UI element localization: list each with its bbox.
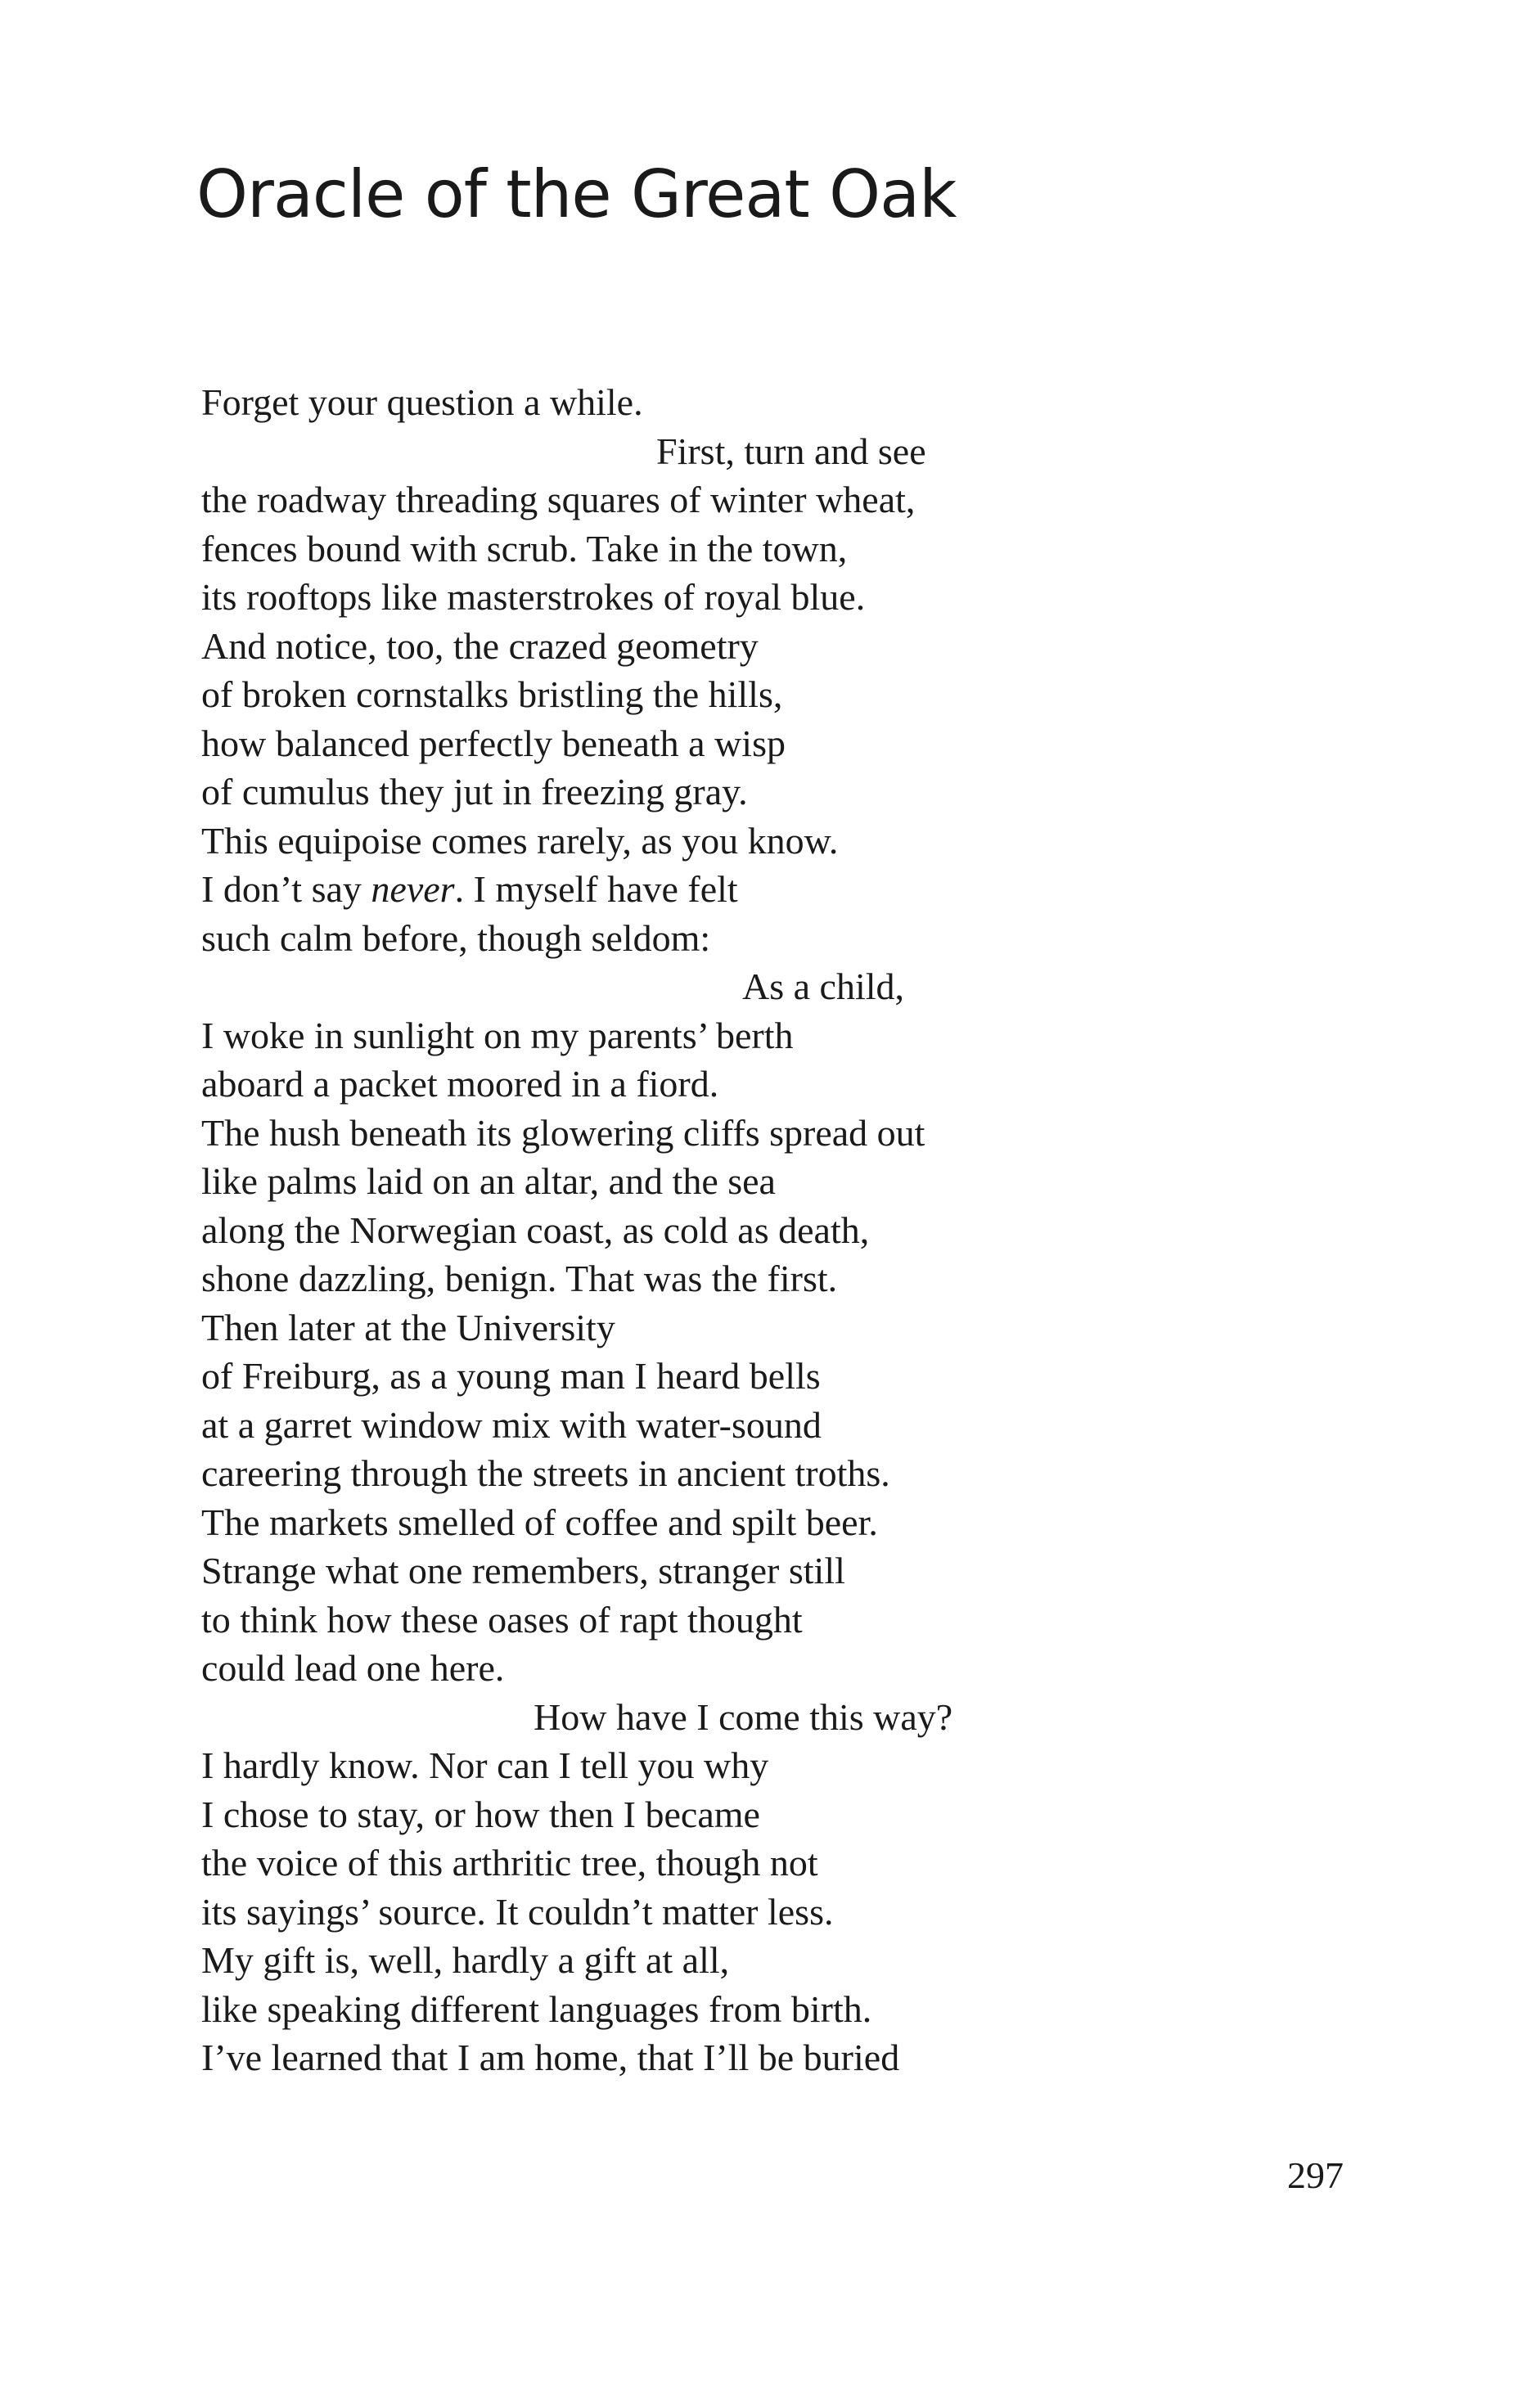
poem-line-text: the voice of this arthritic tree, though not: [201, 1842, 818, 1884]
poem-line: [201, 1449, 1020, 1498]
poem-line-text: the roadway threading squares of winter wheat,: [201, 479, 916, 520]
poem-line-text: Strange what one remembers, stranger still: [201, 1550, 845, 1591]
poem-line-text: such calm before, though seldom:: [201, 916, 711, 959]
poem-line: [201, 475, 1020, 524]
poem-line: [201, 1693, 1020, 1742]
poem-line-emphasis: never: [371, 868, 455, 910]
poem-line-text: I don’t say: [201, 868, 371, 910]
poem-title: Oracle of the Great Oak: [196, 156, 957, 232]
poem-line-text: of Freiburg, as a young man I heard bells: [201, 1355, 821, 1397]
poem-line: [201, 1498, 1020, 1547]
poem-line: [201, 1741, 1020, 1790]
poem-line: [201, 622, 1020, 671]
poem-line: [201, 914, 1020, 963]
poem-line-text: careering through the streets in ancient troths.: [201, 1452, 890, 1494]
poem-line-text: aboard a packet moored in a fiord.: [201, 1063, 719, 1105]
poem-line-text: And notice, too, the crazed geometry: [201, 624, 759, 667]
poem-line: [201, 427, 1020, 476]
poem-line-text: of broken cornstalks bristling the hills,: [201, 673, 783, 715]
poem-line: [201, 1790, 1020, 1839]
poem-line-text: its rooftops like masterstrokes of royal blue.: [201, 576, 866, 618]
poem-line: [201, 378, 1020, 427]
poem-line: [201, 1546, 1020, 1596]
poem-line-text: As a child,: [742, 965, 905, 1007]
poem-body: [201, 378, 1020, 2082]
poem-line: [201, 573, 1020, 622]
poem-line: [201, 1157, 1020, 1206]
poem-line: [201, 1888, 1020, 1937]
poem-line-text: fences bound with scrub. Take in the town,: [201, 527, 848, 569]
poem-line: [201, 962, 1020, 1011]
poem-line-text: at a garret window mix with water-sound: [201, 1403, 822, 1446]
poem-line-text: The hush beneath its glowering cliffs spread out: [201, 1111, 925, 1154]
poem-line: [201, 1936, 1020, 1985]
poem-line: [201, 1839, 1020, 1888]
poem-line: [201, 1352, 1020, 1401]
poem-line: [201, 1985, 1020, 2034]
poem-line-text: of cumulus they jut in freezing gray.: [201, 771, 748, 812]
poem-line: [201, 1401, 1020, 1450]
poem-line-text: shone dazzling, benign. That was the first.: [201, 1258, 838, 1299]
poem-line: [201, 1303, 1020, 1353]
poem-line-text: My gift is, well, hardly a gift at all,: [201, 1939, 730, 1981]
poem-line: [201, 2033, 1020, 2082]
poem-line-text: First, turn and see: [656, 430, 926, 472]
poem-line: [201, 1254, 1020, 1303]
poem-line-text: How have I come this way?: [534, 1695, 953, 1738]
poem-line-text: could lead one here.: [201, 1647, 505, 1689]
poem-line-text: how balanced perfectly beneath a wisp: [201, 722, 786, 764]
poem-line-text: I woke in sunlight on my parents’ berth: [201, 1014, 794, 1056]
poem-line: [201, 1109, 1020, 1158]
poem-line-text: I hardly know. Nor can I tell you why: [201, 1744, 769, 1786]
poem-line: [201, 1011, 1020, 1060]
poem-line-text-continued: . I myself have felt: [454, 868, 738, 910]
poem-line: [201, 1206, 1020, 1255]
poem-line-text: along the Norwegian coast, as cold as death,: [201, 1209, 870, 1251]
poem-line: [201, 865, 1020, 914]
poem-line-text: like palms laid on an altar, and the sea: [201, 1160, 776, 1202]
poem-line: [201, 1596, 1020, 1645]
poem-line: [201, 1060, 1020, 1109]
poem-line: [201, 524, 1020, 574]
poem-line-text: The markets smelled of coffee and spilt beer.: [201, 1501, 878, 1543]
poem-line-text: its sayings’ source. It couldn’t matter less.: [201, 1890, 834, 1933]
poem-line: [201, 719, 1020, 768]
poem-line: [201, 1644, 1020, 1693]
poem-line-text: like speaking different languages from birth.: [201, 1987, 872, 2030]
poem-line-text: I’ve learned that I am home, that I’ll be buried: [201, 2037, 900, 2078]
poem-line-text: Then later at the University: [201, 1306, 615, 1348]
poem-line: [201, 767, 1020, 817]
poem-line-text: to think how these oases of rapt thought: [201, 1598, 803, 1641]
poem-line-text: Forget your question a while.: [201, 381, 643, 423]
poem-line: [201, 670, 1020, 719]
poem-line-text: This equipoise comes rarely, as you know.: [201, 819, 839, 862]
poem-line: [201, 817, 1020, 866]
page-number: 297: [1287, 2154, 1344, 2196]
poem-line-text: I chose to stay, or how then I became: [201, 1793, 760, 1835]
